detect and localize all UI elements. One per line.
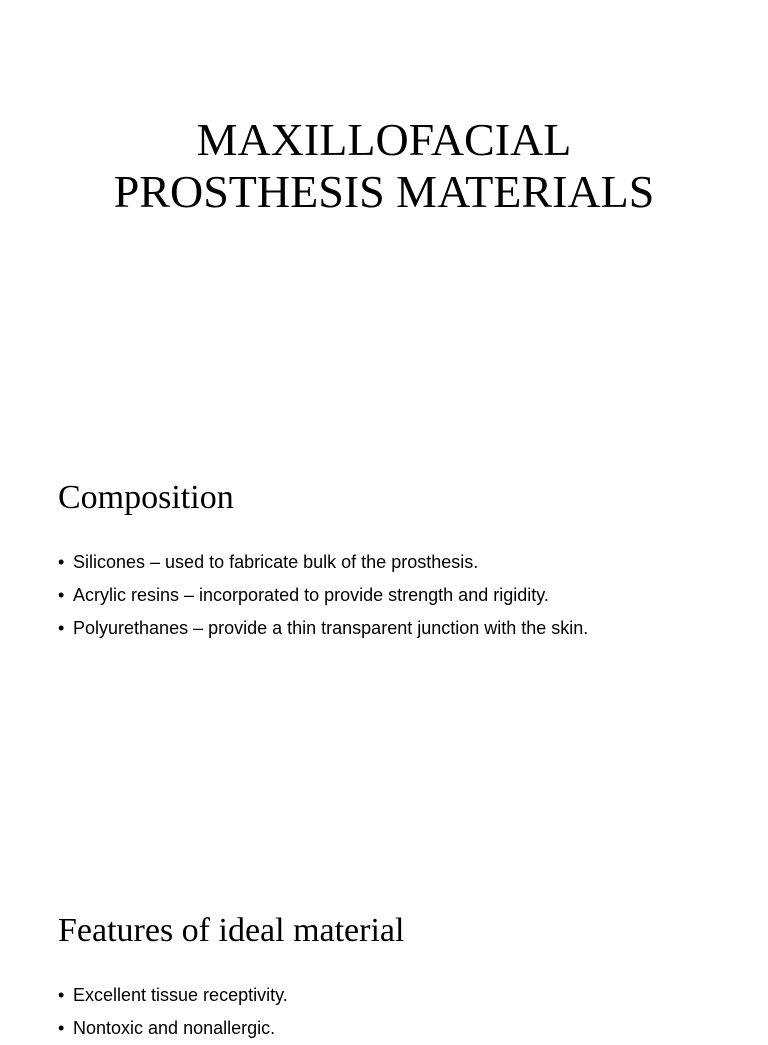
composition-heading: Composition xyxy=(58,479,234,516)
composition-bullet-list xyxy=(58,546,588,645)
slide-title xyxy=(0,114,768,218)
bullet-item-acrylic-resins: • Acrylic resins – incorporated to provide strength and rigidity. xyxy=(58,579,588,612)
slide-title-line-2: PROSTHESIS MATERIALS xyxy=(113,166,655,217)
bullet-item-silicones: • Silicones – used to fabricate bulk of the prosthesis. xyxy=(58,546,588,579)
bullet-item-tissue-receptivity: • Excellent tissue receptivity. xyxy=(58,979,288,1012)
bullet-item-nontoxic: • Nontoxic and nonallergic. xyxy=(58,1012,288,1045)
features-heading: Features of ideal material xyxy=(58,912,405,949)
bullet-item-polyurethanes: • Polyurethanes – provide a thin transparent junction with the skin. xyxy=(58,612,588,645)
features-bullet-list xyxy=(58,979,288,1045)
slide-title-line-1: MAXILLOFACIAL xyxy=(196,114,572,165)
